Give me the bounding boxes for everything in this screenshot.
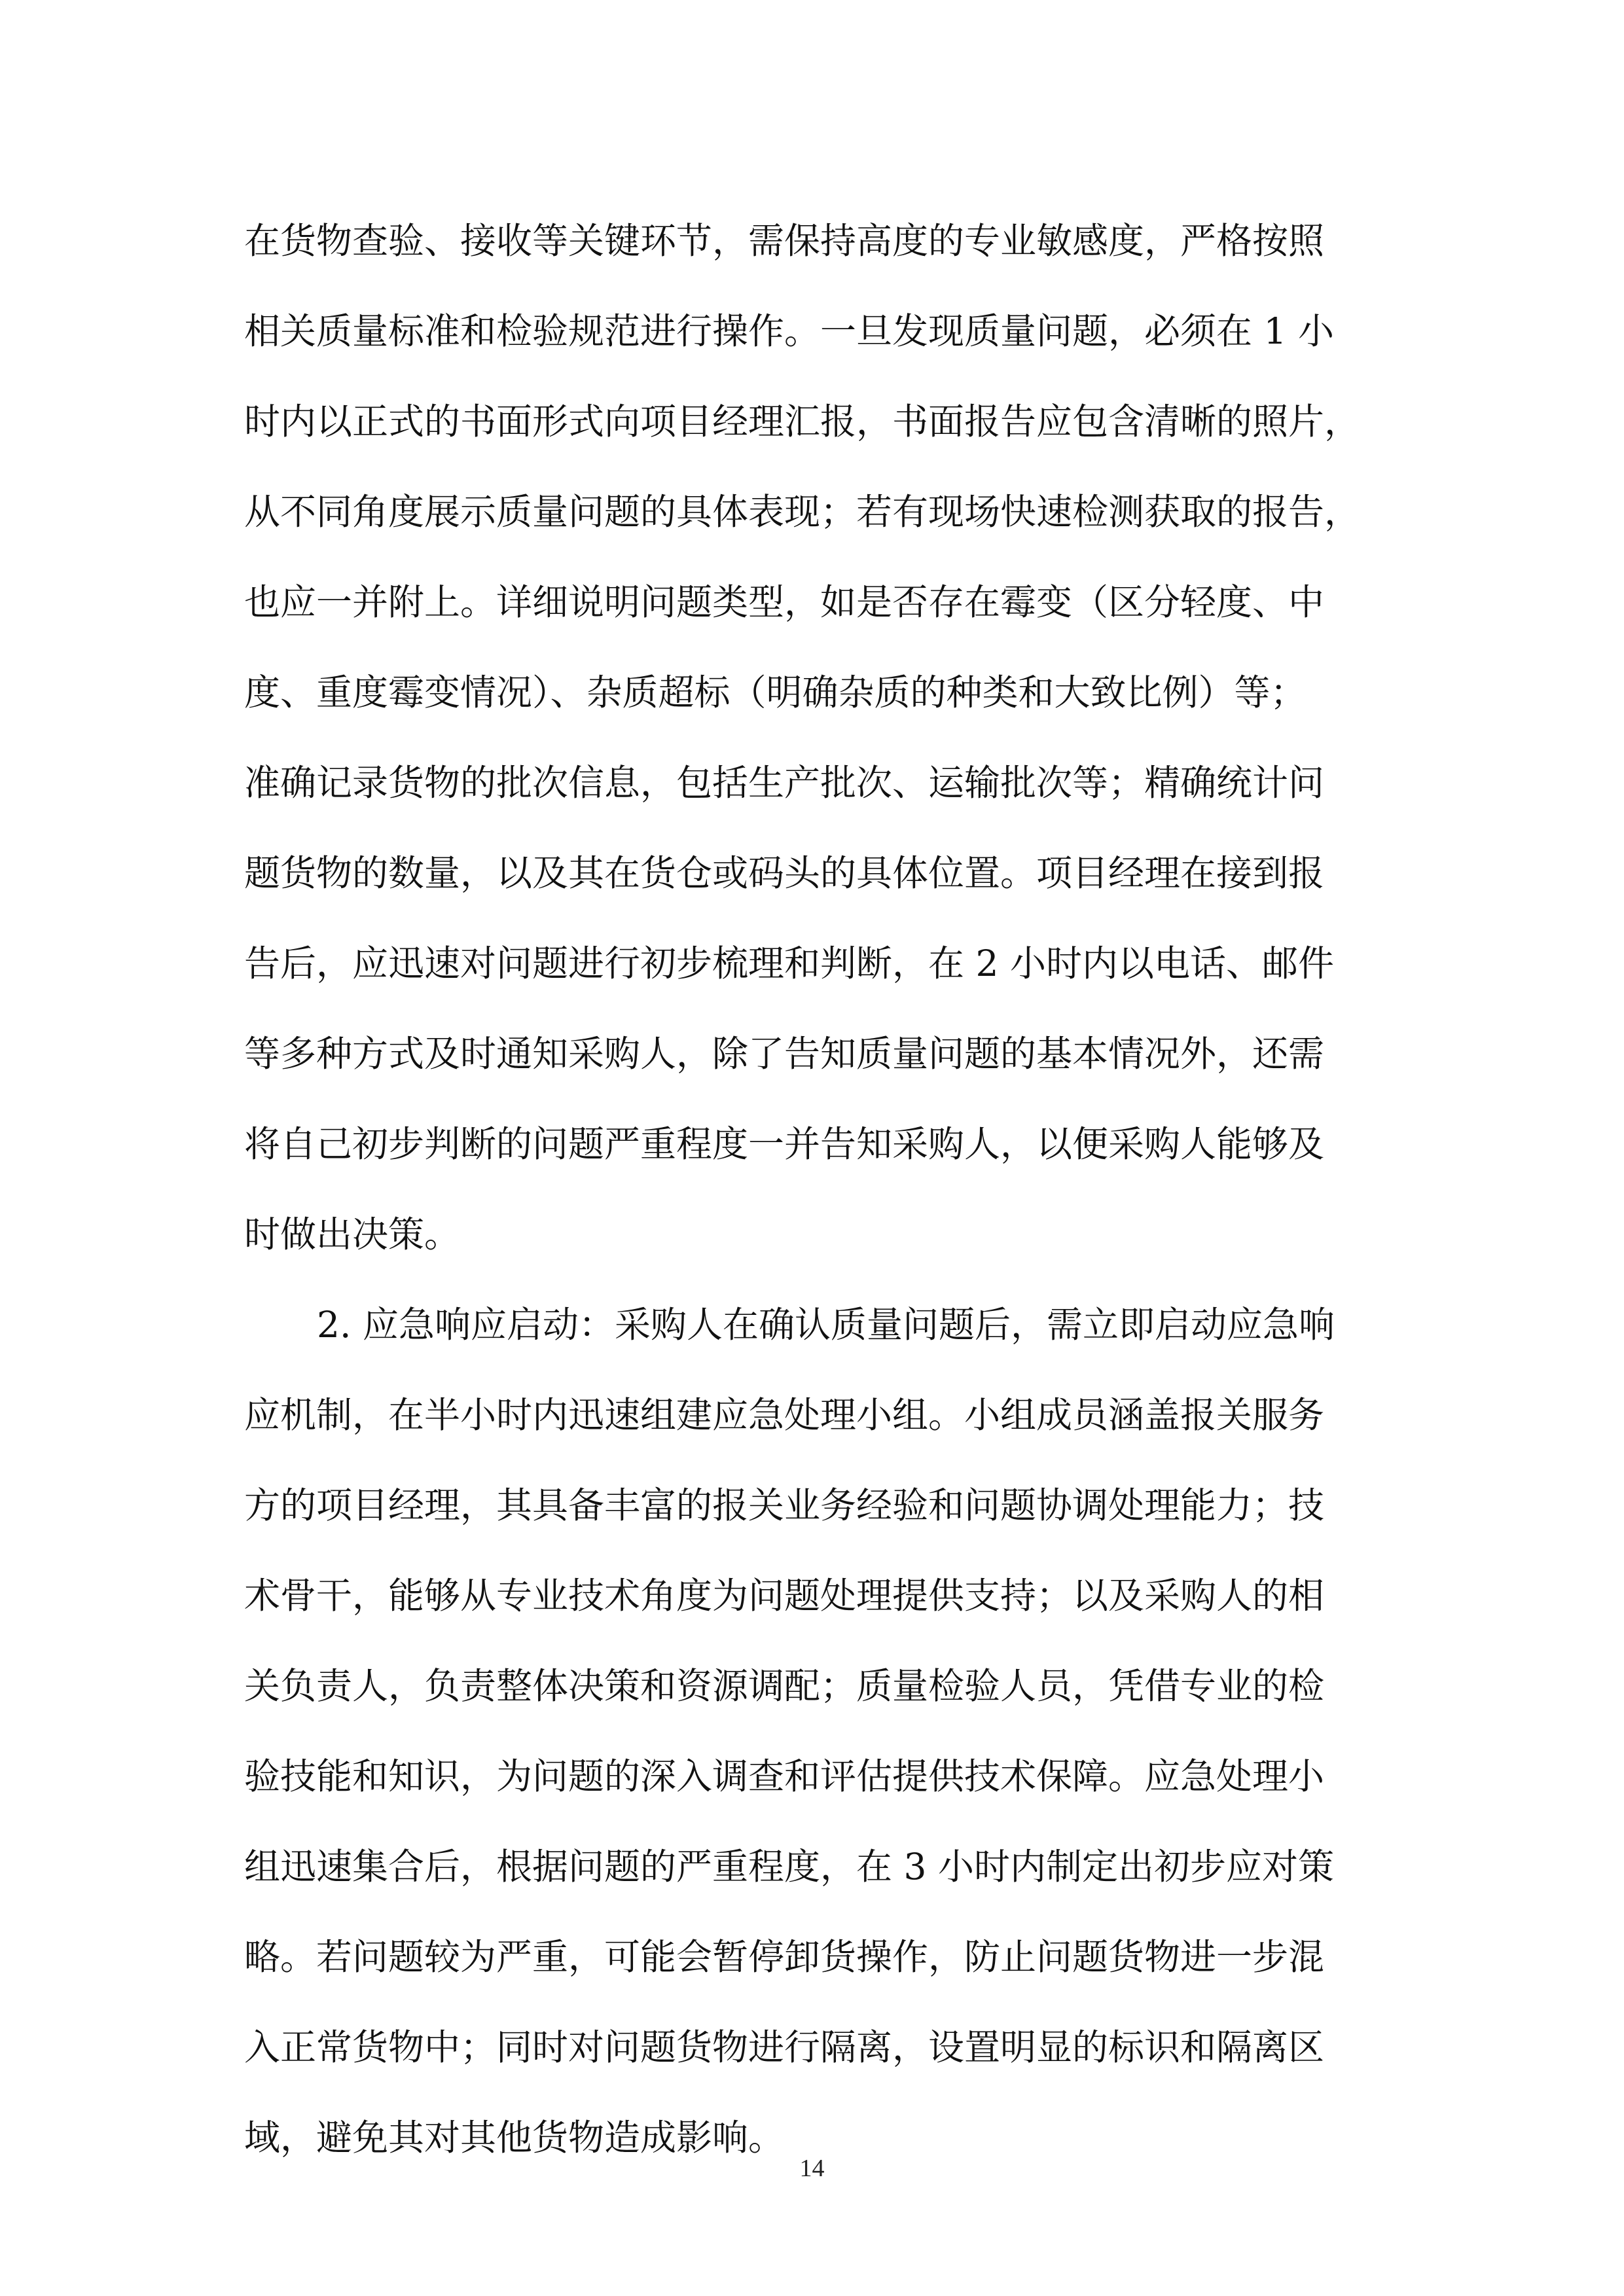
text-line: 略。若问题较为严重，可能会暂停卸货操作，防止问题货物进一步混 — [244, 1936, 1325, 1978]
page-number: 14 — [799, 2155, 825, 2182]
text-line: 域，避免其对其他货物造成影响。 — [244, 2117, 785, 2159]
text-line: 等多种方式及时通知采购人，除了告知质量问题的基本情况外，还需 — [244, 1033, 1325, 1075]
text-line: 2. 应急响应启动：采购人在确认质量问题后，需立即启动应急响 — [317, 1304, 1335, 1346]
text-line: 在货物查验、接收等关键环节，需保持高度的专业敏感度，严格按照 — [244, 220, 1325, 262]
text-line: 方的项目经理，其具备丰富的报关业务经验和问题协调处理能力；技 — [244, 1484, 1325, 1526]
text-line: 也应一并附上。详细说明问题类型，如是否存在霉变（区分轻度、中 — [244, 581, 1325, 623]
text-line: 相关质量标准和检验规范进行操作。一旦发现质量问题，必须在 1 小 — [244, 310, 1334, 352]
text-line: 度、重度霉变情况）、杂质超标（明确杂质的种类和大致比例）等； — [244, 672, 1307, 713]
text-line: 关负责人，负责整体决策和资源调配；质量检验人员，凭借专业的检 — [244, 1665, 1325, 1707]
text-line: 入正常货物中；同时对问题货物进行隔离，设置明显的标识和隔离区 — [244, 2026, 1325, 2068]
text-line: 从不同角度展示质量问题的具体表现；若有现场快速检测获取的报告， — [244, 491, 1361, 533]
text-line: 术骨干，能够从专业技术角度为问题处理提供支持；以及采购人的相 — [244, 1575, 1325, 1617]
text-line: 验技能和知识，为问题的深入调查和评估提供技术保障。应急处理小 — [244, 1755, 1325, 1797]
text-line: 题货物的数量，以及其在货仓或码头的具体位置。项目经理在接到报 — [244, 852, 1325, 894]
text-line: 将自己初步判断的问题严重程度一并告知采购人，以便采购人能够及 — [244, 1123, 1325, 1165]
text-line: 组迅速集合后，根据问题的严重程度，在 3 小时内制定出初步应对策 — [244, 1846, 1334, 1888]
text-line: 时内以正式的书面形式向项目经理汇报，书面报告应包含清晰的照片， — [244, 401, 1361, 442]
text-line: 告后，应迅速对问题进行初步梳理和判断，在 2 小时内以电话、邮件 — [244, 942, 1334, 984]
text-line: 应机制，在半小时内迅速组建应急处理小组。小组成员涵盖报关服务 — [244, 1394, 1325, 1436]
text-line: 准确记录货物的批次信息，包括生产批次、运输批次等；精确统计问 — [244, 762, 1325, 804]
text-line: 时做出决策。 — [244, 1213, 461, 1255]
